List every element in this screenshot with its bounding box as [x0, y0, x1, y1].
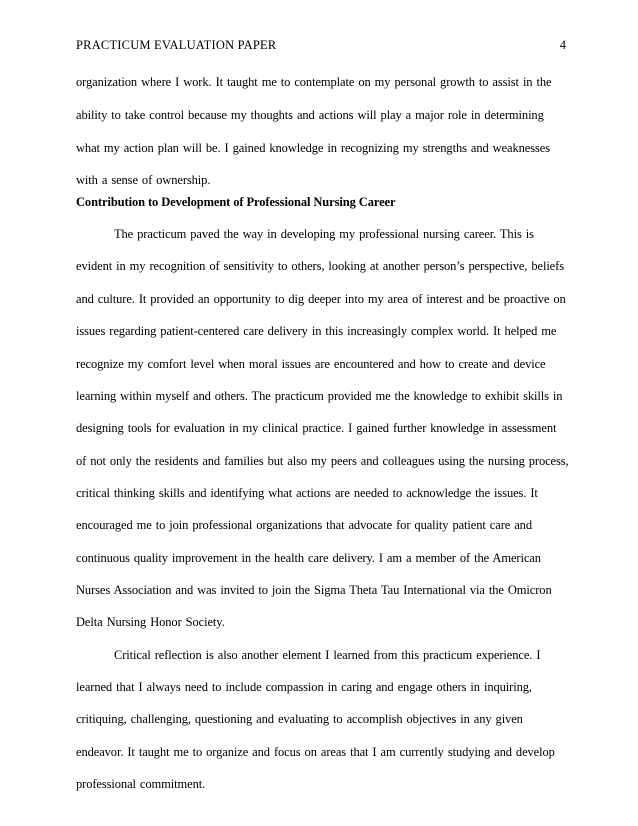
body-line: critiquing, challenging, questioning and evaluating to accomplish objectives in any given — [76, 712, 523, 726]
body-line: evident in my recognition of sensitivity to others, looking at another person’s perspective, beliefs — [76, 259, 564, 273]
section-heading: Contribution to Development of Professional Nursing Career — [76, 195, 396, 209]
body-line: learning within myself and others. The practicum provided me the knowledge to exhibit skills in — [76, 389, 563, 403]
body-line: learned that I always need to include compassion in caring and engage others in inquiring, — [76, 680, 532, 694]
body-line: continuous quality improvement in the health care delivery. I am a member of the American — [76, 551, 541, 565]
body-line: recognize my comfort level when moral issues are encountered and how to create and device — [76, 357, 546, 371]
body-line: of not only the residents and families but also my peers and colleagues using the nursing process, — [76, 454, 569, 468]
body-line: endeavor. It taught me to organize and focus on areas that I am currently studying and develop — [76, 745, 555, 759]
body-line: issues regarding patient-centered care delivery in this increasingly complex world. It helped me — [76, 324, 557, 338]
body-line: critical thinking skills and identifying what actions are needed to acknowledge the issues. It — [76, 486, 538, 500]
body-line: designing tools for evaluation in my clinical practice. I gained further knowledge in assessment — [76, 421, 557, 435]
running-head: PRACTICUM EVALUATION PAPER — [76, 38, 277, 52]
body-line: with a sense of ownership. — [76, 173, 211, 187]
page-number: 4 — [559, 38, 566, 52]
body-line: professional commitment. — [76, 777, 206, 791]
body-line: Nurses Association and was invited to join the Sigma Theta Tau International via the Omicron — [76, 583, 552, 597]
body-line: Delta Nursing Honor Society. — [76, 615, 225, 629]
body-line: ability to take control because my thoughts and actions will play a major role in determining — [76, 108, 544, 122]
body-line: and culture. It provided an opportunity to dig deeper into my area of interest and be proactive on — [76, 292, 566, 306]
body-line: The practicum paved the way in developing my professional nursing career. This is — [114, 227, 534, 241]
body-line: organization where I work. It taught me to contemplate on my personal growth to assist in the — [76, 75, 552, 89]
body-line: Critical reflection is also another element I learned from this practicum experience. I — [114, 648, 541, 662]
body-line: encouraged me to join professional organizations that advocate for quality patient care and — [76, 518, 532, 532]
body-line: what my action plan will be. I gained knowledge in recognizing my strengths and weaknesses — [76, 141, 550, 155]
